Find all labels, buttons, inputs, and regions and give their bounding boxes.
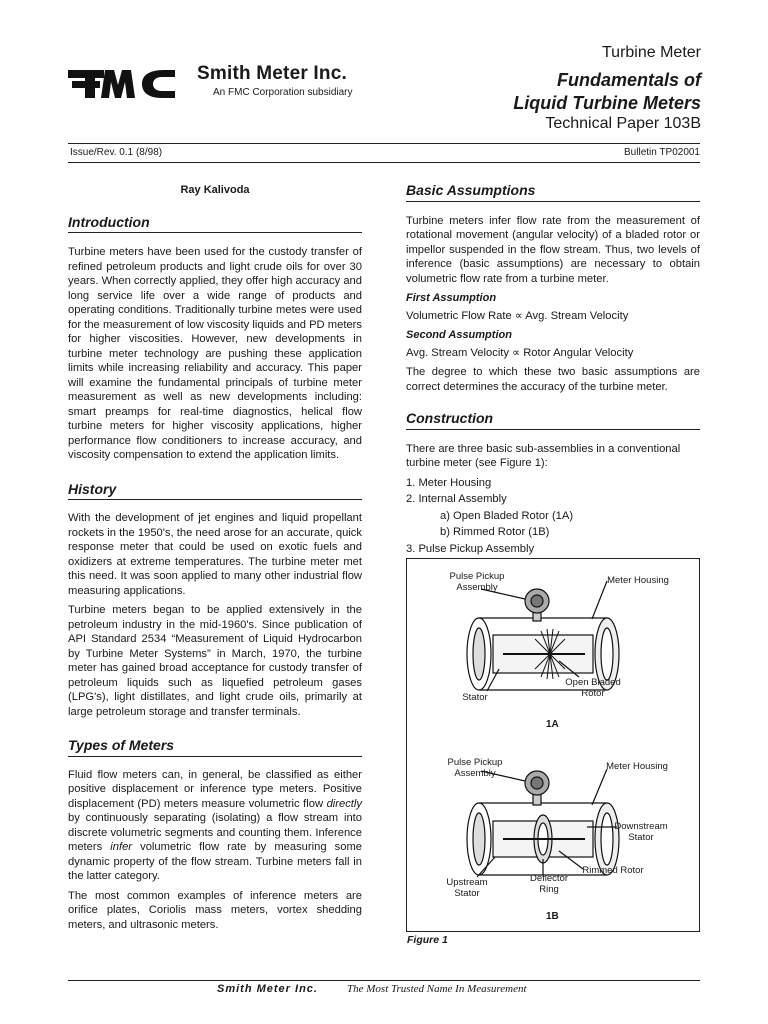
label-1b-deflector-ring: Deflector Ring — [529, 873, 568, 895]
meter-1b-drawing — [467, 769, 619, 877]
label-1a-pulse-pickup: Pulse Pickup Assembly — [449, 571, 505, 593]
document-category: Turbine Meter — [602, 44, 701, 61]
section-heading-types-of-meters: Types of Meters — [68, 738, 362, 757]
list-item: 2. Internal Assembly — [406, 493, 507, 505]
footer-company: Smith Meter Inc. — [217, 983, 318, 995]
section-heading-history: History — [68, 482, 362, 501]
construction-list — [406, 476, 700, 557]
section-heading-introduction: Introduction — [68, 215, 362, 234]
label-1a-stator: Stator — [462, 692, 488, 703]
second-assumption-equation: Avg. Stream Velocity ∝ Rotor Angular Velocity — [406, 346, 634, 359]
footer-tagline: The Most Trusted Name In Measurement — [347, 983, 527, 995]
header-rule-bottom — [68, 162, 700, 163]
second-assumption-label: Second Assumption — [406, 329, 512, 341]
issue-revision: Issue/Rev. 0.1 (8/98) — [70, 147, 163, 158]
label-1b-downstream-stator: Downstream Stator — [614, 821, 668, 843]
fmc-logo — [68, 66, 176, 100]
list-item: 1. Meter Housing — [406, 476, 492, 489]
left-column — [68, 183, 362, 937]
author: Ray Kalivoda — [180, 184, 250, 196]
section-heading-construction: Construction — [406, 411, 700, 430]
label-1a-meter-housing: Meter Housing — [607, 575, 669, 586]
list-item: a) Open Bladed Rotor (1A) — [440, 509, 574, 522]
label-1b-upstream-stator: Upstream Stator — [446, 877, 488, 899]
section-heading-basic-assumptions: Basic Assumptions — [406, 183, 700, 202]
types-paragraph-2: The most common examples of inference meters are orifice plates, Coriolis mass meters, vortex shedding meters, and ultrasonic meters. — [68, 889, 362, 931]
first-assumption-equation: Volumetric Flow Rate ∝ Avg. Stream Velocity — [406, 309, 629, 322]
right-column — [406, 183, 700, 558]
history-paragraph-2: Turbine meters began to be applied extensively in the petroleum industry in the mid-1960's. Since publication of API Standard 2534 “Measurement of Liquid Hydrocarbon by Turbine Meter Systems” in March, 1970, the turbine meter has gained broad acceptance for custody transfer of petroleum liquids such as liquefied petroleum gases (LPG's), light distillates, and light crude oils, primarily at large petroleum storage and transfer terminals. — [68, 604, 362, 718]
bulletin-number: Bulletin TP02001 — [624, 147, 700, 158]
list-item: b) Rimmed Rotor (1B) — [440, 526, 550, 538]
figure-box — [406, 558, 700, 932]
label-1b-rimmed-rotor: Rimmed Rotor — [582, 865, 644, 876]
document-title-line-1: Fundamentals of — [556, 70, 701, 90]
types-paragraph-1: Fluid flow meters can, in general, be classified as either positive displacement or inference type meters. Positive displacement (PD) meters measure volumetric flow directly by continuously separating (isolating) a flow stream into discrete volumetric segments and counting them. Inference meters infer volumetric flow rate by measuring some dynamic property of the flow stream. Turbine meters fall in the latter category. — [68, 768, 362, 882]
label-1b-meter-housing: Meter Housing — [606, 761, 668, 772]
document-title — [513, 69, 701, 115]
label-1b-pulse-pickup: Pulse Pickup Assembly — [447, 757, 503, 779]
meter-1a-drawing — [467, 581, 619, 691]
footer-rule — [68, 980, 700, 981]
document-number: Technical Paper 103B — [545, 115, 701, 132]
basic-assumptions-paragraph-2: The degree to which these two basic assumptions are correct determines the accuracy of the turbine meter. — [406, 366, 700, 393]
history-paragraph-1: With the development of jet engines and liquid propellant rockets in the 1950's, the need arose for an accurate, quick response meter that could be used on exotic fuels and oxidizers at extreme temperatures. The turbine meter met this need. It was soon applied to many other industrial flow measuring applications. — [68, 512, 362, 597]
label-1a-open-bladed-rotor: Open Bladed Rotor — [565, 677, 621, 699]
document-title-line-2: Liquid Turbine Meters — [513, 93, 701, 113]
list-item: 3. Pulse Pickup Assembly — [406, 542, 535, 555]
first-assumption-label: First Assumption — [406, 292, 497, 304]
figure-1b-label: 1B — [546, 911, 559, 922]
construction-paragraph: There are three basic sub-assemblies in a conventional turbine meter (see Figure 1): — [406, 442, 681, 469]
header-rule-top — [68, 143, 700, 144]
figure-1a-label: 1A — [546, 719, 559, 730]
introduction-paragraph: Turbine meters have been used for the custody transfer of refined petroleum products and light crude oils for over 30 years. When correctly applied, they offer high accuracy and long service life over a wide range of products and operating conditions. Traditionally turbine metes were used for the measurement of low viscosity liquids and PD meters for higher viscosities. However, new developments in turbine meter technology are pushing these application limits while increasing reliability and accuracy. This paper will examine the fundamental principals of turbine meter measurement as well as new developments including: smart preamps for real-time diagnostics, helical flow turbine meters for higher viscosity applications, higher performance flow conditioners to increase accuracy, and viscosity compensation to extend the application limits. — [68, 246, 362, 461]
basic-assumptions-paragraph-1: Turbine meters infer flow rate from the measurement of rotational movement (angular velocity) of a bladed rotor or impellor suspended in the flow stream. Thus, two levels of inference (basic assumptions) are necessary to obtain volumetric flow rate from a turbine meter. — [406, 214, 700, 285]
subsidiary-line: An FMC Corporation subsidiary — [213, 87, 353, 98]
company-name: Smith Meter Inc. — [197, 63, 347, 84]
figure-caption: Figure 1 — [407, 934, 448, 946]
